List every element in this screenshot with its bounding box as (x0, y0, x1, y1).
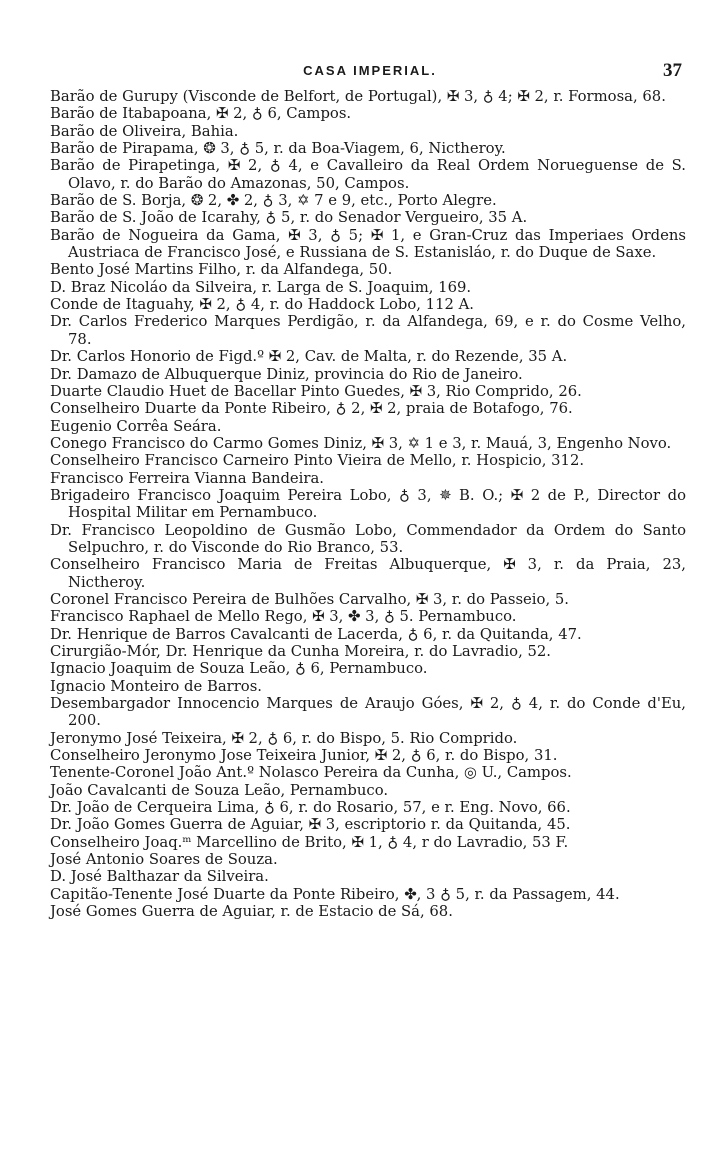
list-item: Conselheiro Duarte da Ponte Ribeiro, ♁ 2, ✠ 2, praia de Botafogo, 76. (50, 400, 573, 418)
list-item: Dr. João de Cerqueira Lima, ♁ 6, r. do Rosario, 57, e r. Eng. Novo, 66. (50, 799, 571, 817)
list-item: Dr. Francisco Leopoldino de Gusmão Lobo, Commendador da Ordem do Santo Selpuchro, r. do Visconde do Rio Branco, 53. (50, 521, 686, 556)
list-item: João Cavalcanti de Souza Leão, Pernambuco. (50, 781, 389, 799)
list-item: Barão de S. Borja, ❂ 2, ✤ 2, ♁ 3, ✡ 7 e 9, etc., Porto Alegre. (50, 192, 497, 210)
list-item: D. Braz Nicoláo da Silveira, r. Larga de S. Joaquim, 169. (50, 278, 472, 296)
list-item: Barão de Gurupy (Visconde de Belfort, de Portugal), ✠ 3, ♁ 4; ✠ 2, r. Formosa, 68. (50, 88, 666, 105)
list-item: Francisco Raphael de Mello Rego, ✠ 3, ✤ 3, ♁ 5. Pernambuco. (50, 608, 517, 626)
list-item: Dr. João Gomes Guerra de Aguiar, ✠ 3, escriptorio r. da Quitanda, 45. (50, 816, 571, 834)
list-item: Dr. Henrique de Barros Cavalcanti de Lacerda, ♁ 6, r. da Quitanda, 47. (50, 625, 582, 643)
entry-list (50, 88, 686, 921)
list-item: Desembargador Innocencio Marques de Araujo Góes, ✠ 2, ♁ 4, r. do Conde d'Eu, 200. (50, 695, 686, 730)
page-number: 37 (663, 60, 682, 81)
list-item: José Antonio Soares de Souza. (50, 851, 278, 869)
list-item: D. José Balthazar da Silveira. (50, 868, 269, 886)
list-item: Conego Francisco do Carmo Gomes Diniz, ✠ 3, ✡ 1 e 3, r. Mauá, 3, Engenho Novo. (50, 434, 672, 452)
list-item: Barão de Itabapoana, ✠ 2, ♁ 6, Campos. (50, 105, 352, 123)
list-item: Barão de Nogueira da Gama, ✠ 3, ♁ 5; ✠ 1, e Gran-Cruz das Imperiaes Ordens Austriaca de Francisco José, e Russiana de S. Estanisláo, r. do Duque de Saxe. (50, 226, 686, 262)
list-item: Conselheiro Francisco Maria de Freitas Albuquerque, ✠ 3, r. da Praia, 23, Nictheroy. (50, 556, 686, 591)
list-item: Barão de Pirapetinga, ✠ 2, ♁ 4, e Cavalleiro da Real Ordem Norueguense de S. Olavo, r. do Barão do Amazonas, 50, Campos. (50, 157, 686, 192)
list-item: Eugenio Corrêa Seára. (50, 417, 222, 435)
list-item: Barão de Oliveira, Bahia. (50, 122, 239, 140)
list-item: Cirurgião-Mór, Dr. Henrique da Cunha Moreira, r. do Lavradio, 52. (50, 643, 552, 660)
list-item: Francisco Ferreira Vianna Bandeira. (50, 469, 325, 487)
list-item: Conselheiro Joaq.ᵐ Marcellino de Brito, ✠ 1, ♁ 4, r do Lavradio, 53 F. (50, 833, 569, 851)
list-item: Conde de Itaguahy, ✠ 2, ♁ 4, r. do Haddock Lobo, 112 A. (50, 296, 474, 314)
list-item: Barão de Pirapama, ❂ 3, ♁ 5, r. da Boa-Viagem, 6, Nictheroy. (50, 140, 506, 158)
list-item: Duarte Claudio Huet de Bacellar Pinto Guedes, ✠ 3, Rio Comprido, 26. (50, 382, 582, 400)
list-item: Bento José Martins Filho, r. da Alfandega, 50. (50, 261, 393, 279)
list-item: Capitão-Tenente José Duarte da Ponte Ribeiro, ✤, 3 ♁ 5, r. da Passagem, 44. (50, 885, 620, 903)
list-item: Brigadeiro Francisco Joaquim Pereira Lobo, ♁ 3, ✵ B. O.; ✠ 2 de P., Director do Hospital Militar em Pernambuco. (50, 486, 686, 522)
list-item: Ignacio Monteiro de Barros. (50, 677, 262, 695)
running-title: CASA IMPERIAL. (303, 63, 437, 78)
running-header (50, 60, 690, 86)
list-item: Ignacio Joaquim de Souza Leão, ♁ 6, Pernambuco. (50, 660, 428, 678)
list-item: Conselheiro Jeronymo Jose Teixeira Junior, ✠ 2, ♁ 6, r. do Bispo, 31. (50, 747, 558, 765)
list-item: Tenente-Coronel João Ant.º Nolasco Pereira da Cunha, ◎ U., Campos. (50, 764, 572, 782)
list-item: Dr. Carlos Frederico Marques Perdigão, r. da Alfandega, 69, e r. do Cosme Velho, 78. (50, 313, 686, 348)
list-item: Dr. Carlos Honorio de Figd.º ✠ 2, Cav. de Malta, r. do Rezende, 35 A. (50, 348, 568, 366)
list-item: Conselheiro Francisco Carneiro Pinto Vieira de Mello, r. Hospicio, 312. (50, 452, 585, 470)
list-item: José Gomes Guerra de Aguiar, r. de Estacio de Sá, 68. (50, 903, 453, 921)
list-item: Dr. Damazo de Albuquerque Diniz, provincia do Rio de Janeiro. (50, 365, 523, 383)
list-item: Coronel Francisco Pereira de Bulhões Carvalho, ✠ 3, r. do Passeio, 5. (50, 590, 569, 608)
list-item: Jeronymo José Teixeira, ✠ 2, ♁ 6, r. do Bispo, 5. Rio Comprido. (50, 729, 518, 747)
list-item: Barão de S. João de Icarahy, ♁ 5, r. do Senador Vergueiro, 35 A. (50, 209, 528, 227)
